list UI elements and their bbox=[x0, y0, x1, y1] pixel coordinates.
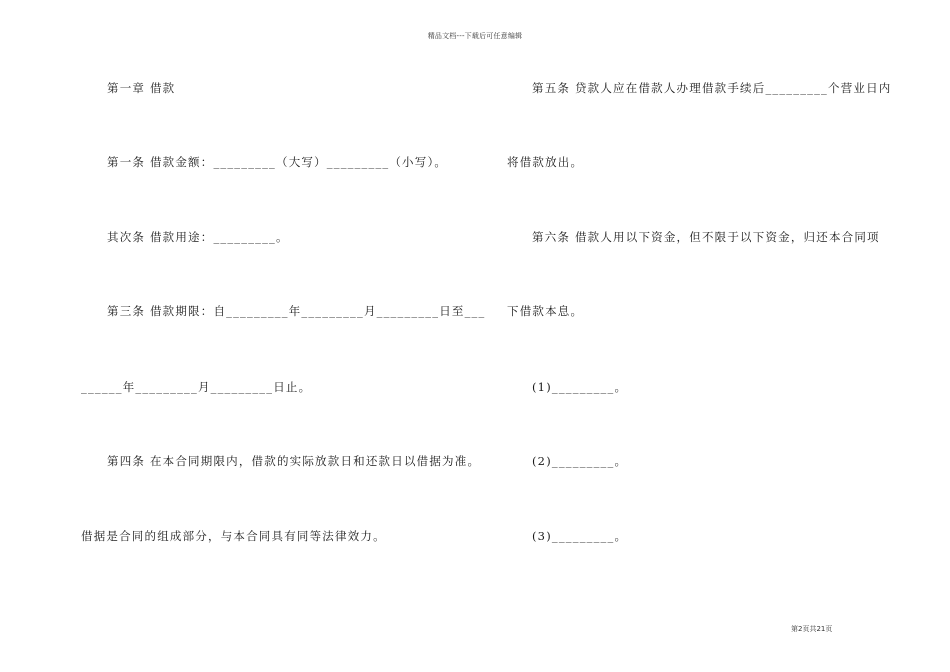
article-6-repayment-funds: 第六条 借款人用以下资金，但不限于以下资金，归还本合同项 bbox=[532, 230, 880, 244]
fund-item-1: (1)_________。 bbox=[532, 380, 628, 394]
article-5-continued: 将借款放出。 bbox=[507, 155, 584, 169]
article-6-continued: 下借款本息。 bbox=[507, 304, 584, 318]
fund-item-3: (3)_________。 bbox=[532, 529, 628, 543]
article-4-continued: 借据是合同的组成部分，与本合同具有同等法律效力。 bbox=[81, 529, 386, 543]
article-2-loan-purpose: 其次条 借款用途：_________。 bbox=[107, 230, 289, 244]
article-1-loan-amount: 第一条 借款金额：_________（大写）_________（小写）。 bbox=[107, 155, 448, 169]
article-4-receipt-basis: 第四条 在本合同期限内，借款的实际放款日和还款日以借据为准。 bbox=[107, 454, 481, 468]
fund-item-2: (2)_________。 bbox=[532, 454, 628, 468]
page-number: 第2页共21页 bbox=[791, 625, 833, 633]
article-3-loan-term: 第三条 借款期限：自_________年_________月_________日至___ bbox=[107, 304, 486, 318]
article-3-loan-term-continued: ______年_________月_________日止。 bbox=[81, 380, 312, 394]
page-header: 精品文档---下载后可任意编辑 bbox=[427, 32, 523, 40]
chapter-title: 第一章 借款 bbox=[107, 81, 176, 95]
article-5-disbursement: 第五条 贷款人应在借款人办理借款手续后_________个营业日内 bbox=[532, 81, 892, 95]
